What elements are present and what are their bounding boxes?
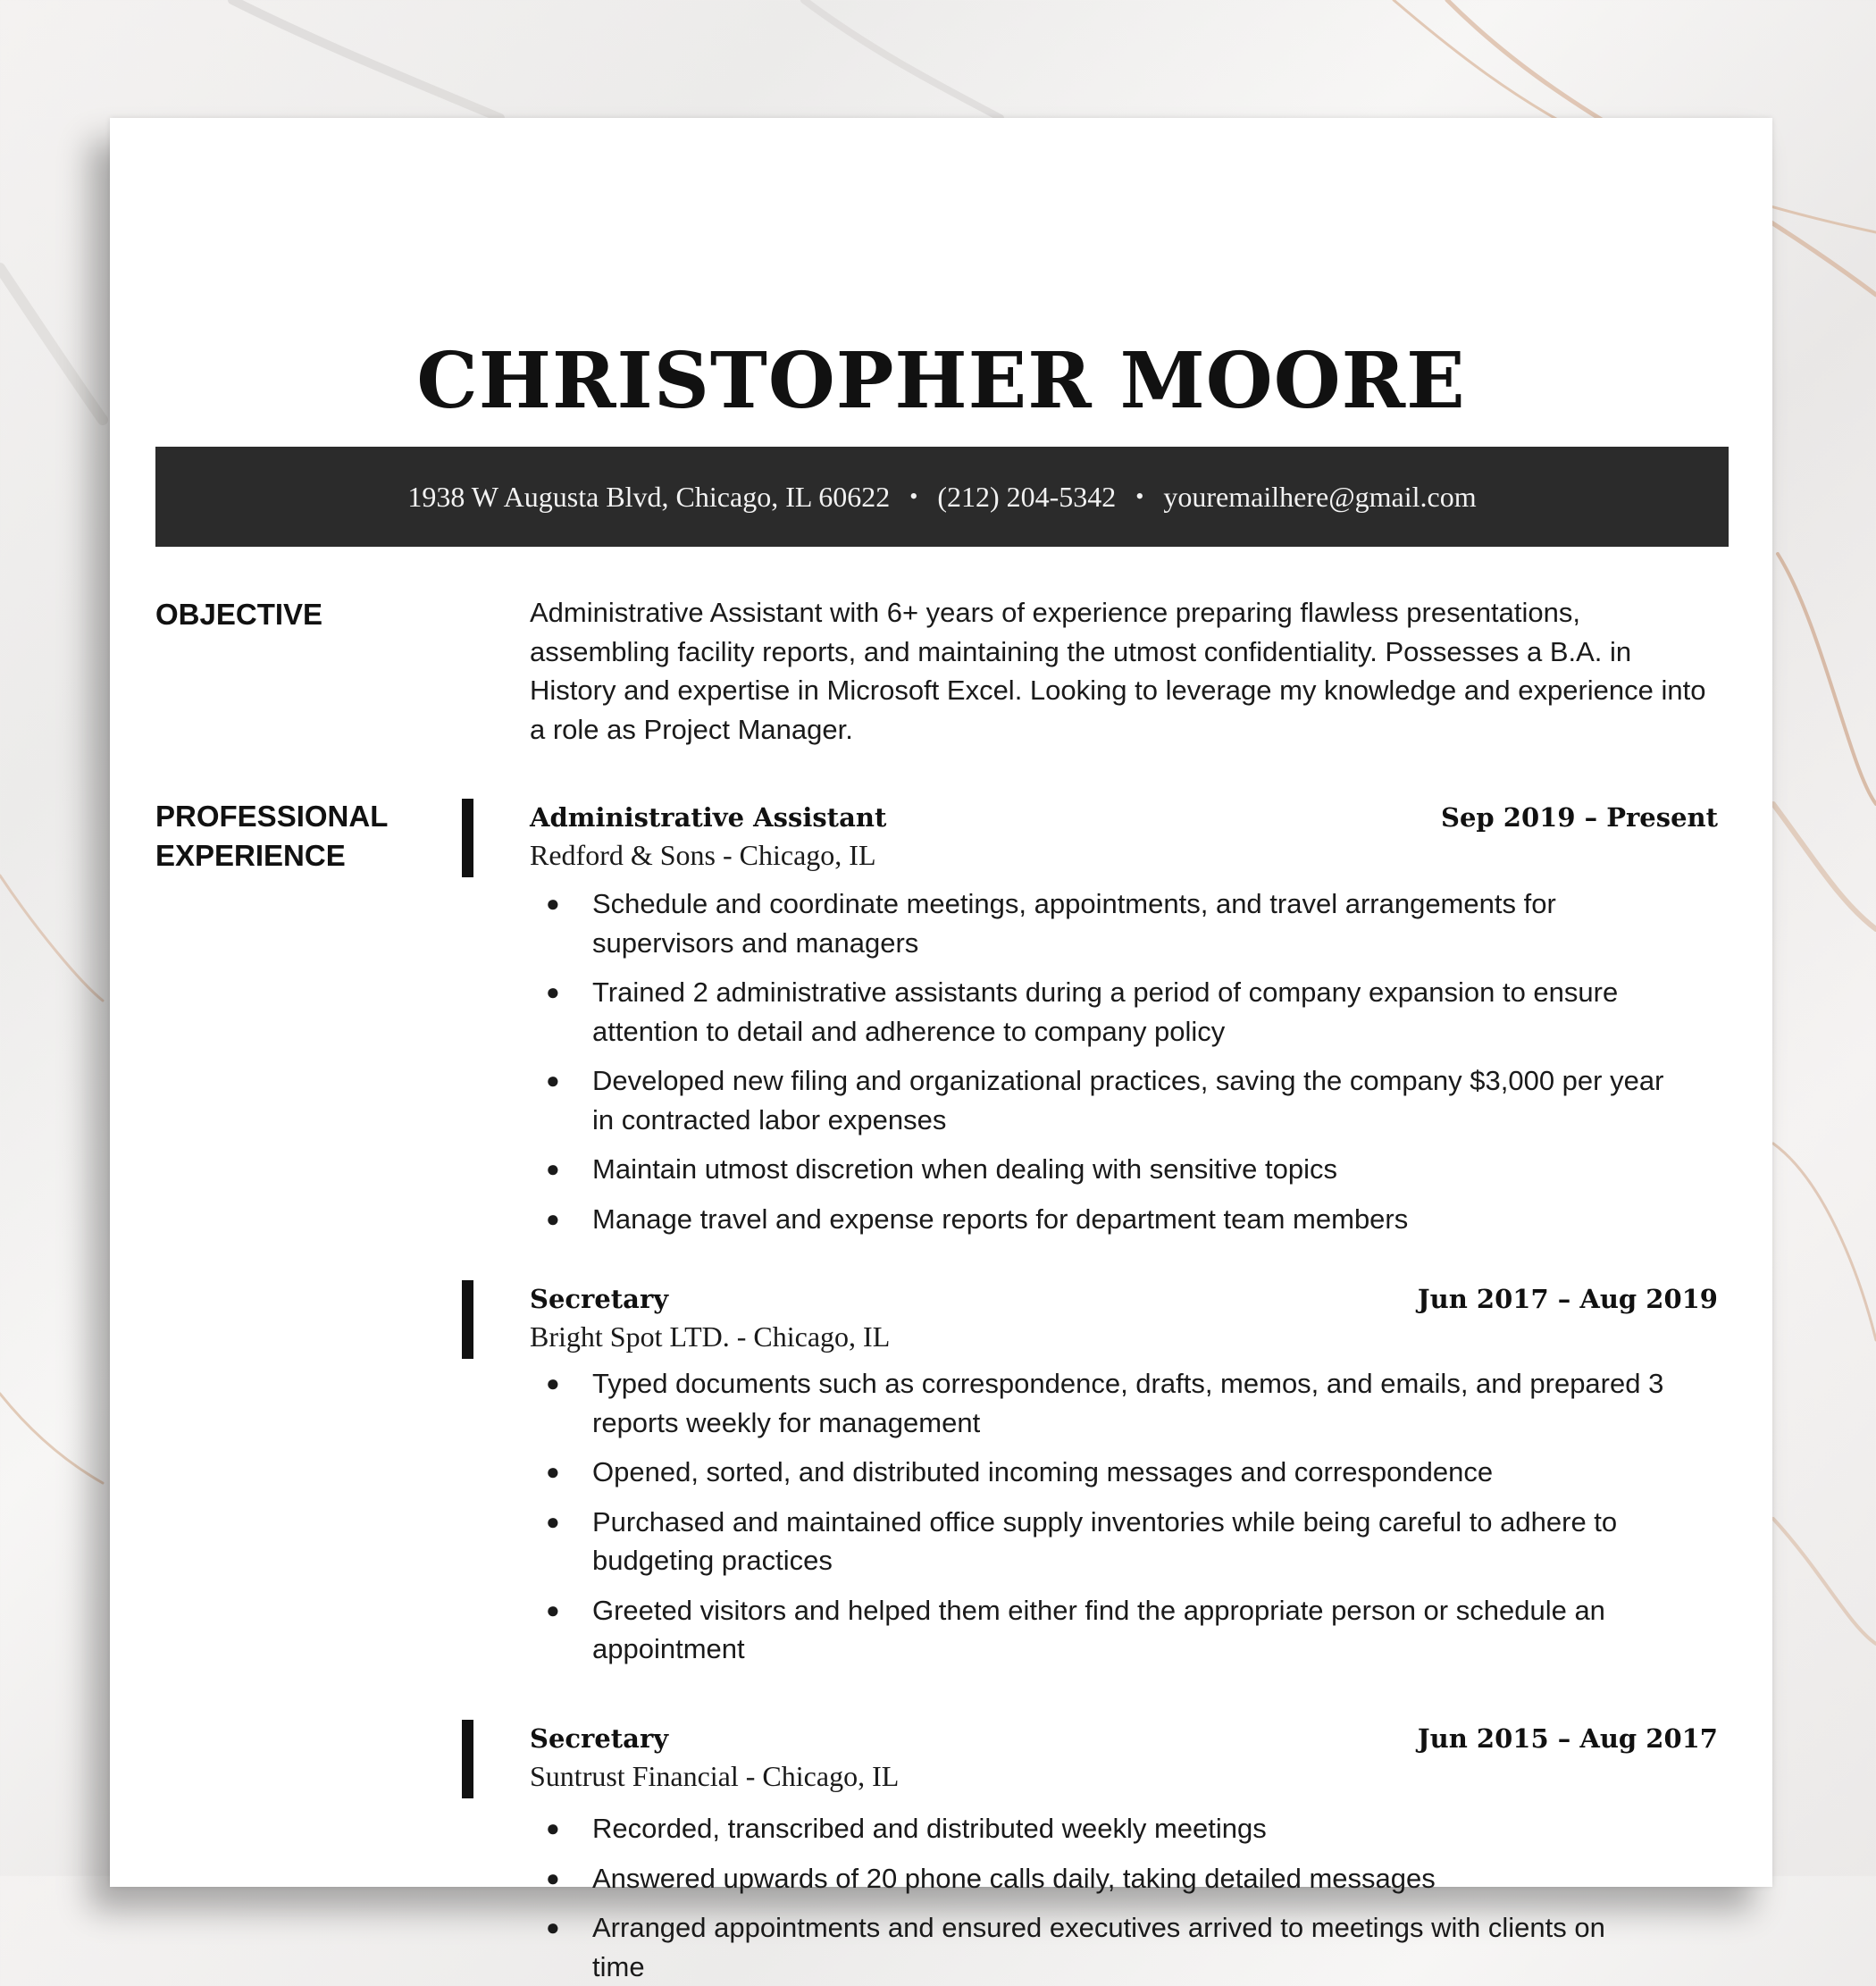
job-entry bbox=[530, 1280, 1718, 1669]
job-title: Secretary bbox=[530, 1284, 669, 1314]
candidate-name: CHRISTOPHER MOORE bbox=[416, 336, 1466, 426]
job-title: Secretary bbox=[530, 1723, 669, 1754]
contact-bar bbox=[155, 447, 1729, 547]
bullet-item: ● Arranged appointments and ensured executives arrived to meetings with clients on time bbox=[530, 1908, 1664, 1986]
bullet-dot-icon: ● bbox=[546, 978, 560, 1005]
job-accent-bar bbox=[462, 1720, 473, 1798]
bullet-dot-icon: ● bbox=[546, 1067, 560, 1094]
bullet-item: ● Greeted visitors and helped them either find the appropriate person or schedule an appointment bbox=[530, 1591, 1664, 1669]
job-entry bbox=[530, 1720, 1718, 1986]
experience-heading bbox=[155, 797, 388, 876]
bullet-dot-icon: ● bbox=[546, 1864, 560, 1891]
contact-separator: • bbox=[1135, 483, 1144, 509]
objective-heading: OBJECTIVE bbox=[155, 598, 323, 631]
bullet-dot-icon: ● bbox=[546, 890, 560, 917]
contact-email: youremailhere@gmail.com bbox=[1163, 480, 1477, 513]
bullet-dot-icon: ● bbox=[546, 1370, 560, 1396]
bullet-dot-icon: ● bbox=[546, 1914, 560, 1940]
bullet-item: ● Answered upwards of 20 phone calls daily, taking detailed messages bbox=[530, 1859, 1664, 1898]
job-company: Redford & Sons - Chicago, IL bbox=[530, 839, 876, 871]
contact-separator: • bbox=[909, 483, 918, 509]
job-dates: Jun 2017 – Aug 2019 bbox=[1417, 1284, 1718, 1314]
bullet-dot-icon: ● bbox=[546, 1596, 560, 1623]
bullet-item: ● Purchased and maintained office supply inventories while being careful to adhere to budgeting practices bbox=[530, 1503, 1664, 1580]
bullet-item: ● Schedule and coordinate meetings, appointments, and travel arrangements for supervisors and managers bbox=[530, 884, 1664, 962]
bullet-dot-icon: ● bbox=[546, 1507, 560, 1535]
bullet-item: ● Trained 2 administrative assistants during a period of company expansion to ensure attention to detail and adherence to company policy bbox=[530, 973, 1664, 1051]
bullet-item: ● Maintain utmost discretion when dealing with sensitive topics bbox=[530, 1150, 1664, 1189]
job-dates: Sep 2019 – Present bbox=[1441, 802, 1718, 833]
bullet-dot-icon: ● bbox=[546, 1458, 560, 1485]
job-entry bbox=[530, 799, 1718, 1238]
job-bullets bbox=[530, 1364, 1718, 1669]
objective-text: Administrative Assistant with 6+ years of experience preparing flawless presentations, assembling facility reports, and maintaining the utmost confidentiality. Possesses a B.A. in History and expertise in Microsoft Excel. Looking to leverage my knowledge and experience into a role as Project Manager. bbox=[530, 597, 1706, 745]
job-accent-bar bbox=[462, 799, 473, 877]
job-bullets bbox=[530, 884, 1718, 1238]
bullet-item: ● Opened, sorted, and distributed incoming messages and correspondence bbox=[530, 1453, 1664, 1492]
contact-phone: (212) 204-5342 bbox=[937, 480, 1117, 513]
bullet-item: ● Developed new filing and organizational practices, saving the company $3,000 per year in contracted labor expenses bbox=[530, 1061, 1664, 1139]
job-company: Suntrust Financial - Chicago, IL bbox=[530, 1760, 900, 1792]
contact-address: 1938 W Augusta Blvd, Chicago, IL 60622 bbox=[407, 480, 891, 513]
bullet-item: ● Manage travel and expense reports for department team members bbox=[530, 1200, 1664, 1239]
bullet-dot-icon: ● bbox=[546, 1204, 560, 1232]
experience-heading-line1: PROFESSIONAL bbox=[155, 800, 389, 833]
bullet-item: ● Typed documents such as correspondence, drafts, memos, and emails, and prepared 3 reports weekly for management bbox=[530, 1364, 1664, 1442]
job-dates: Jun 2015 – Aug 2017 bbox=[1417, 1723, 1718, 1754]
job-bullets bbox=[530, 1809, 1718, 1986]
job-title: Administrative Assistant bbox=[530, 802, 887, 833]
bullet-dot-icon: ● bbox=[546, 1814, 560, 1841]
bullet-item: ● Recorded, transcribed and distributed weekly meetings bbox=[530, 1809, 1664, 1848]
job-company: Bright Spot LTD. - Chicago, IL bbox=[530, 1320, 891, 1353]
bullet-dot-icon: ● bbox=[546, 1155, 560, 1182]
job-accent-bar bbox=[462, 1280, 473, 1359]
resume-page bbox=[110, 118, 1772, 1982]
experience-heading-line2: EXPERIENCE bbox=[155, 839, 346, 872]
